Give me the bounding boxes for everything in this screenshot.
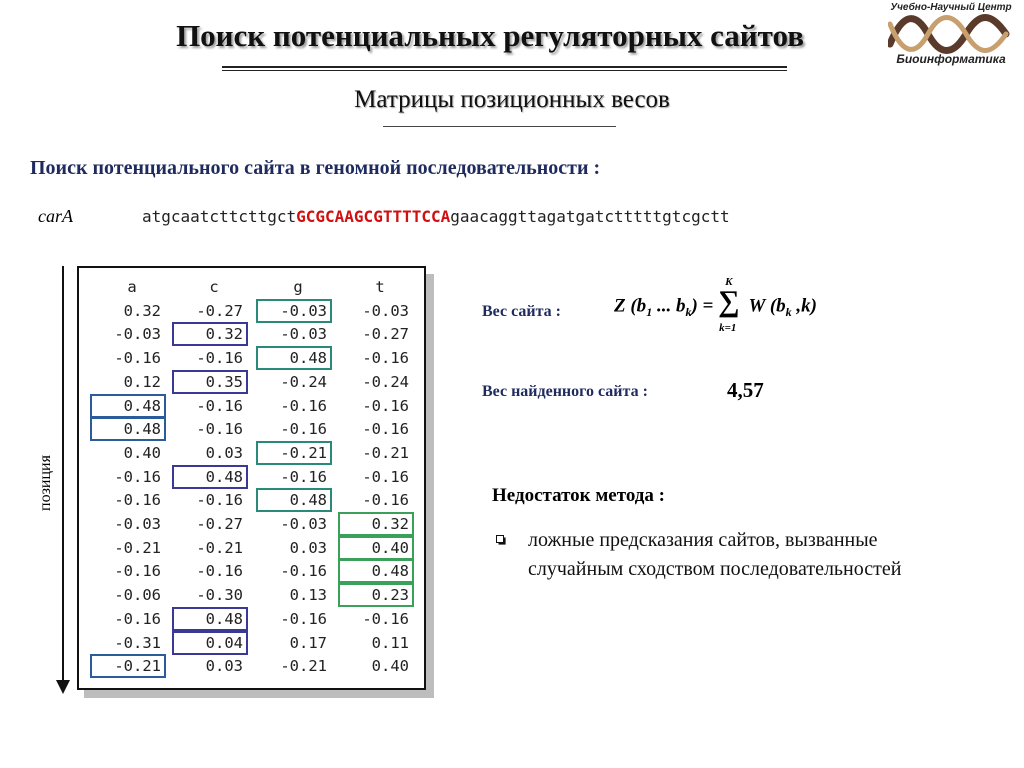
- formula-term-end: ,k): [791, 295, 817, 317]
- matrix-cell-highlighted: -0.21: [91, 655, 165, 677]
- genome-sequence: [142, 207, 730, 226]
- matrix-header-a: a: [127, 278, 137, 296]
- matrix-cell-highlighted: -0.21: [257, 442, 331, 464]
- matrix-cell: -0.16: [114, 491, 161, 510]
- matrix-cell: -0.16: [196, 396, 243, 415]
- matrix-cell: -0.16: [280, 467, 327, 486]
- matrix-cell: -0.03: [280, 515, 327, 533]
- sequence-prefix: atgcaatcttcttgct: [142, 207, 297, 226]
- formula-mid: ... b: [652, 295, 686, 317]
- matrix-cell: -0.16: [362, 491, 409, 510]
- matrix-cell-highlighted: 0.40: [339, 537, 413, 559]
- matrix-cell: -0.16: [362, 396, 409, 415]
- subtitle-divider: [383, 126, 616, 127]
- matrix-cell: -0.03: [362, 301, 409, 320]
- matrix-cell: -0.16: [196, 349, 243, 368]
- matrix-cell: 0.40: [371, 657, 409, 676]
- matrix-cell: -0.27: [196, 301, 243, 320]
- matrix-cell-highlighted: 0.48: [91, 418, 165, 440]
- matrix-cell-highlighted: 0.48: [173, 466, 247, 488]
- position-axis-line: [62, 266, 64, 682]
- site-weight-label: Вес сайта :: [482, 303, 561, 320]
- matrix-cell: -0.30: [196, 586, 243, 605]
- sum-symbol: ∑: [718, 285, 740, 318]
- matrix-cell-highlighted: 0.23: [339, 584, 413, 606]
- matrix-cell: -0.16: [362, 420, 409, 439]
- slide-title: Поиск потенциальных регуляторных сайтов: [176, 18, 804, 53]
- formula-term: W (b: [748, 295, 786, 317]
- sum-upper-limit: K: [725, 276, 733, 288]
- matrix-header-c: c: [209, 278, 219, 296]
- matrix-cell: -0.16: [196, 420, 243, 439]
- matrix-cell: -0.06: [114, 586, 161, 605]
- matrix-cell-highlighted: 0.48: [339, 560, 413, 582]
- sequence-site: GCGCAAGCGTTTTCCA: [296, 207, 451, 226]
- title-divider: [222, 66, 787, 68]
- matrix-cell-highlighted: 0.48: [257, 489, 331, 511]
- matrix-cell: -0.03: [114, 325, 161, 344]
- matrix-cell: 0.03: [289, 538, 327, 557]
- sum-operator: [718, 276, 744, 338]
- matrix-cell: -0.16: [280, 420, 327, 439]
- matrix-cell: 0.17: [289, 633, 327, 652]
- matrix-cell: 0.32: [123, 301, 161, 320]
- matrix-cell: -0.21: [114, 538, 161, 557]
- logo: [882, 0, 1020, 72]
- matrix-cell-highlighted: 0.32: [339, 513, 413, 535]
- matrix-cell: -0.16: [280, 609, 327, 628]
- matrix-cell: 0.13: [289, 586, 327, 605]
- matrix-cell: -0.16: [114, 609, 161, 628]
- dna-helix-icon: [888, 14, 1014, 54]
- sequence-label: carA: [38, 206, 73, 226]
- matrix-cell: -0.21: [280, 657, 327, 676]
- search-heading: Поиск потенциального сайта в геномной последовательности :: [30, 157, 601, 179]
- matrix-cell: 0.11: [371, 633, 409, 652]
- matrix-cell: 0.12: [123, 372, 161, 391]
- found-site-value: 4,57: [727, 378, 764, 402]
- matrix-cell: -0.16: [362, 349, 409, 368]
- drawback-item: ложные предсказания сайтов, вызванные случайным сходством последовательностей: [528, 529, 902, 580]
- matrix-cell-highlighted: 0.48: [257, 347, 331, 369]
- matrix-cell-highlighted: 0.35: [173, 371, 247, 393]
- matrix-cell-highlighted: 0.32: [173, 323, 247, 345]
- matrix-cell: -0.16: [114, 467, 161, 486]
- slide-subtitle: Матрицы позиционных весов: [354, 86, 670, 113]
- pwm-matrix: [77, 266, 426, 690]
- formula-sub-1: 1: [646, 305, 653, 320]
- matrix-cell: -0.16: [114, 562, 161, 581]
- checkbox-bullet-icon: [496, 535, 506, 545]
- matrix-cell: -0.16: [280, 396, 327, 415]
- matrix-cell: -0.21: [362, 443, 409, 462]
- arrow-down-icon: [56, 680, 70, 694]
- site-weight-formula: [614, 276, 817, 338]
- matrix-cell: 0.40: [123, 443, 161, 462]
- matrix-cell: -0.24: [362, 372, 409, 391]
- found-site-label: Вес найденного сайта :: [482, 383, 648, 400]
- drawback-title: Недостаток метода :: [492, 485, 665, 506]
- matrix-cell: 0.03: [205, 657, 243, 676]
- matrix-header-g: g: [293, 278, 303, 296]
- matrix-cell: -0.31: [114, 633, 161, 652]
- position-axis-label: позиция: [37, 455, 54, 511]
- matrix-cell: -0.03: [114, 515, 161, 533]
- matrix-cell: -0.16: [196, 562, 243, 581]
- title-divider-thin: [222, 70, 787, 71]
- sum-lower-limit: k=1: [719, 322, 737, 334]
- formula-lhs: Z (b: [614, 295, 647, 317]
- matrix-cell: 0.03: [205, 443, 243, 462]
- formula-term-sub: k: [785, 305, 792, 320]
- matrix-cell: -0.27: [196, 515, 243, 533]
- matrix-cell: -0.27: [362, 325, 409, 344]
- matrix-cell: -0.16: [196, 491, 243, 510]
- matrix-cell-highlighted: 0.48: [91, 395, 165, 417]
- matrix-cell: -0.03: [280, 325, 327, 344]
- matrix-cell: -0.24: [280, 372, 327, 391]
- matrix-cell-highlighted: 0.04: [173, 632, 247, 654]
- formula-sub-k: k: [685, 305, 692, 320]
- matrix-cell-highlighted: -0.03: [257, 300, 331, 322]
- matrix-cell: -0.16: [362, 467, 409, 486]
- formula-eq: ) =: [691, 295, 714, 317]
- matrix-header-t: t: [375, 278, 385, 296]
- sequence-suffix: gaacaggttagatgatctttttgtcgctt: [450, 207, 730, 226]
- matrix-cell: -0.16: [362, 609, 409, 628]
- logo-bottom-text: Биоинформатика: [896, 52, 1006, 66]
- matrix-cell: -0.16: [114, 349, 161, 368]
- logo-top-text: Учебно-Научный Центр: [890, 2, 1012, 13]
- matrix-cell: -0.16: [280, 562, 327, 581]
- matrix-cell-highlighted: 0.48: [173, 608, 247, 630]
- matrix-cell: -0.21: [196, 538, 243, 557]
